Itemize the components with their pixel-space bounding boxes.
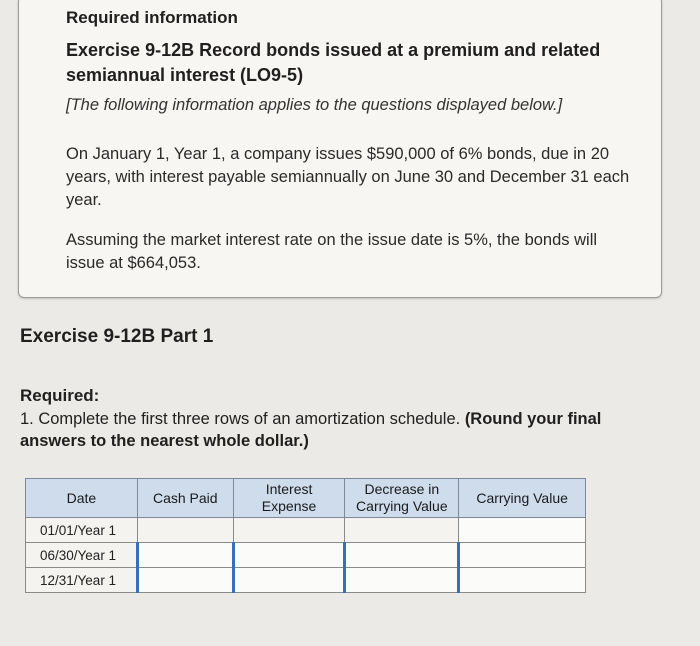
carrying-value-input-row3[interactable] [460, 569, 585, 591]
row-date-cell: 01/01/Year 1 [26, 518, 138, 543]
interest-expense-input-cell[interactable] [233, 568, 345, 593]
cash-paid-input-cell[interactable] [137, 568, 233, 593]
required-label: Required: [20, 386, 100, 405]
header-decrease-in-carrying-value [345, 479, 459, 518]
decrease-input-row3[interactable] [346, 569, 457, 591]
info-heading: Required information [66, 8, 238, 27]
part-title: Exercise 9-12B Part 1 [20, 326, 214, 347]
table-row [26, 568, 586, 593]
exercise-title: Exercise 9-12B Record bonds issued at a premium and related semiannual interest (LO9-5) [66, 40, 601, 85]
interest-expense-input-row2[interactable] [235, 544, 344, 566]
interest-expense-cell-disabled [233, 518, 345, 543]
instruction-text [20, 408, 660, 452]
header-cash-paid: Cash Paid [137, 479, 233, 518]
decrease-input-row2[interactable] [346, 544, 457, 566]
info-note: [The following information applies to the questions displayed below.] [66, 96, 563, 114]
carrying-value-input-cell[interactable] [459, 518, 586, 543]
header-carrying-value: Carrying Value [459, 479, 586, 518]
instruction-rounding-note: (Round your final answers to the nearest whole dollar.) [20, 410, 602, 450]
header-interest-line2: Expense [261, 498, 317, 514]
carrying-value-input-row2[interactable] [460, 544, 585, 566]
interest-expense-input-cell[interactable] [233, 543, 345, 568]
header-decrease-line2: Carrying Value [356, 498, 448, 514]
table-header-row [26, 479, 586, 518]
decrease-input-cell[interactable] [345, 568, 459, 593]
row-date-cell: 12/31/Year 1 [26, 568, 138, 593]
cash-paid-cell-disabled [137, 518, 233, 543]
table-row [26, 518, 586, 543]
table-row [26, 543, 586, 568]
carrying-value-input-cell[interactable] [459, 543, 586, 568]
header-date: Date [26, 479, 138, 518]
instruction-plain: 1. Complete the first three rows of an amortization schedule. [20, 410, 465, 428]
cash-paid-input-row2[interactable] [139, 544, 232, 566]
carrying-value-input-cell[interactable] [459, 568, 586, 593]
decrease-input-cell[interactable] [345, 543, 459, 568]
interest-expense-input-row3[interactable] [235, 569, 344, 591]
header-interest-expense [233, 479, 345, 518]
header-interest-line1: Interest [265, 481, 313, 497]
header-decrease-line1: Decrease in [364, 481, 440, 497]
cash-paid-input-cell[interactable] [137, 543, 233, 568]
cash-paid-input-row3[interactable] [139, 569, 232, 591]
info-paragraph-market-rate: Assuming the market interest rate on the issue date is 5%, the bonds will issue at $664,053. [66, 231, 598, 272]
amortization-schedule-table [25, 478, 586, 593]
decrease-cell-disabled [345, 518, 459, 543]
row-date-cell: 06/30/Year 1 [26, 543, 138, 568]
info-paragraph-bond-issue: On January 1, Year 1, a company issues $590,000 of 6% bonds, due in 20 years, with interest payable semiannually on June 30 and December 31 each year. [66, 145, 630, 209]
carrying-value-input-row1[interactable] [459, 519, 585, 541]
